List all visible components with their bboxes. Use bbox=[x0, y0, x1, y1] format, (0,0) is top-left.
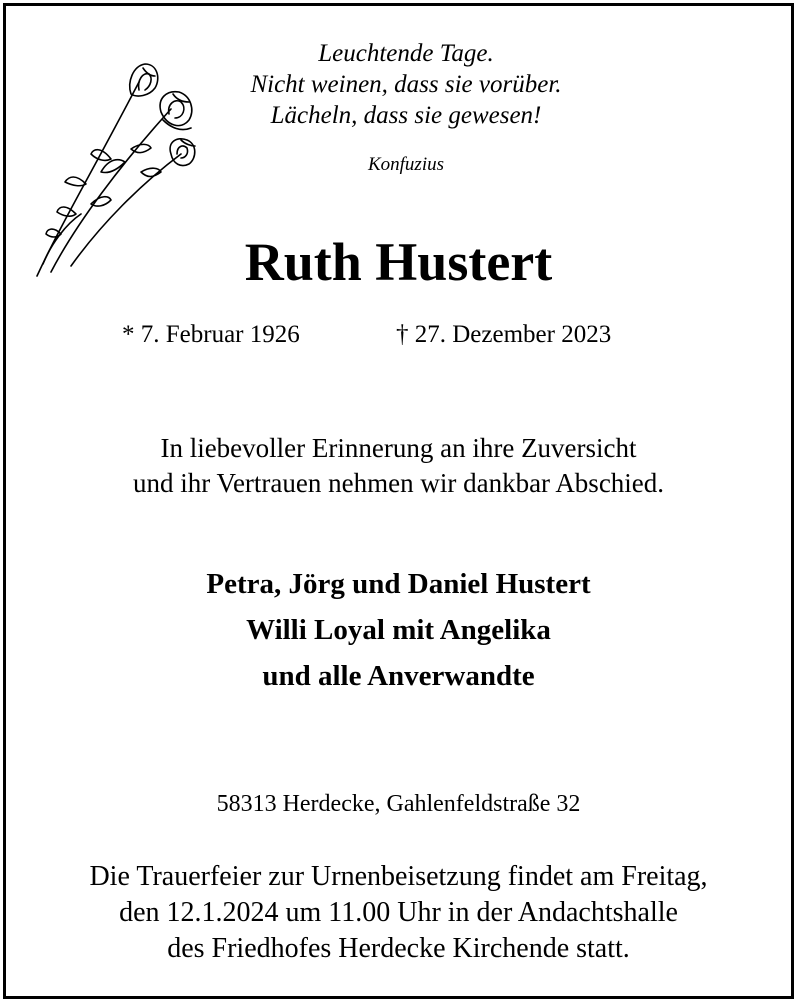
death-date: † 27. Dezember 2023 bbox=[396, 321, 612, 348]
deceased-name: Ruth Hustert bbox=[244, 232, 553, 292]
service-line-2: den 12.1.2024 um 11.00 Uhr in der Andachtshalle bbox=[119, 897, 678, 928]
memory-line-2: und ihr Vertrauen nehmen wir dankbar Abschied. bbox=[132, 468, 665, 498]
service-line-3: des Friedhofes Herdecke Kirchende statt. bbox=[167, 933, 630, 964]
family-line-3: und alle Anverwandte bbox=[262, 660, 535, 692]
quote-author: Konfuzius bbox=[367, 154, 445, 175]
birth-date: * 7. Februar 1926 bbox=[122, 321, 300, 348]
service-line-1: Die Trauerfeier zur Urnenbeisetzung findet am Freitag, bbox=[89, 861, 708, 892]
memory-line-1: In liebevoller Erinnerung an ihre Zuversicht bbox=[160, 433, 637, 463]
quote-block bbox=[186, 38, 626, 131]
family-address: 58313 Herdecke, Gahlenfeldstraße 32 bbox=[216, 791, 581, 817]
memory-text bbox=[6, 431, 791, 501]
quote-line-3: Lächeln, dass sie gewesen! bbox=[270, 102, 542, 129]
quote-line-2: Nicht weinen, dass sie vorüber. bbox=[250, 71, 562, 98]
family-line-1: Petra, Jörg und Daniel Hustert bbox=[206, 568, 591, 600]
family-names bbox=[6, 561, 791, 699]
obituary-frame bbox=[3, 3, 794, 999]
service-info bbox=[6, 859, 791, 967]
quote-line-1: Leuchtende Tage. bbox=[318, 40, 494, 67]
family-line-2: Willi Loyal mit Angelika bbox=[246, 614, 551, 646]
